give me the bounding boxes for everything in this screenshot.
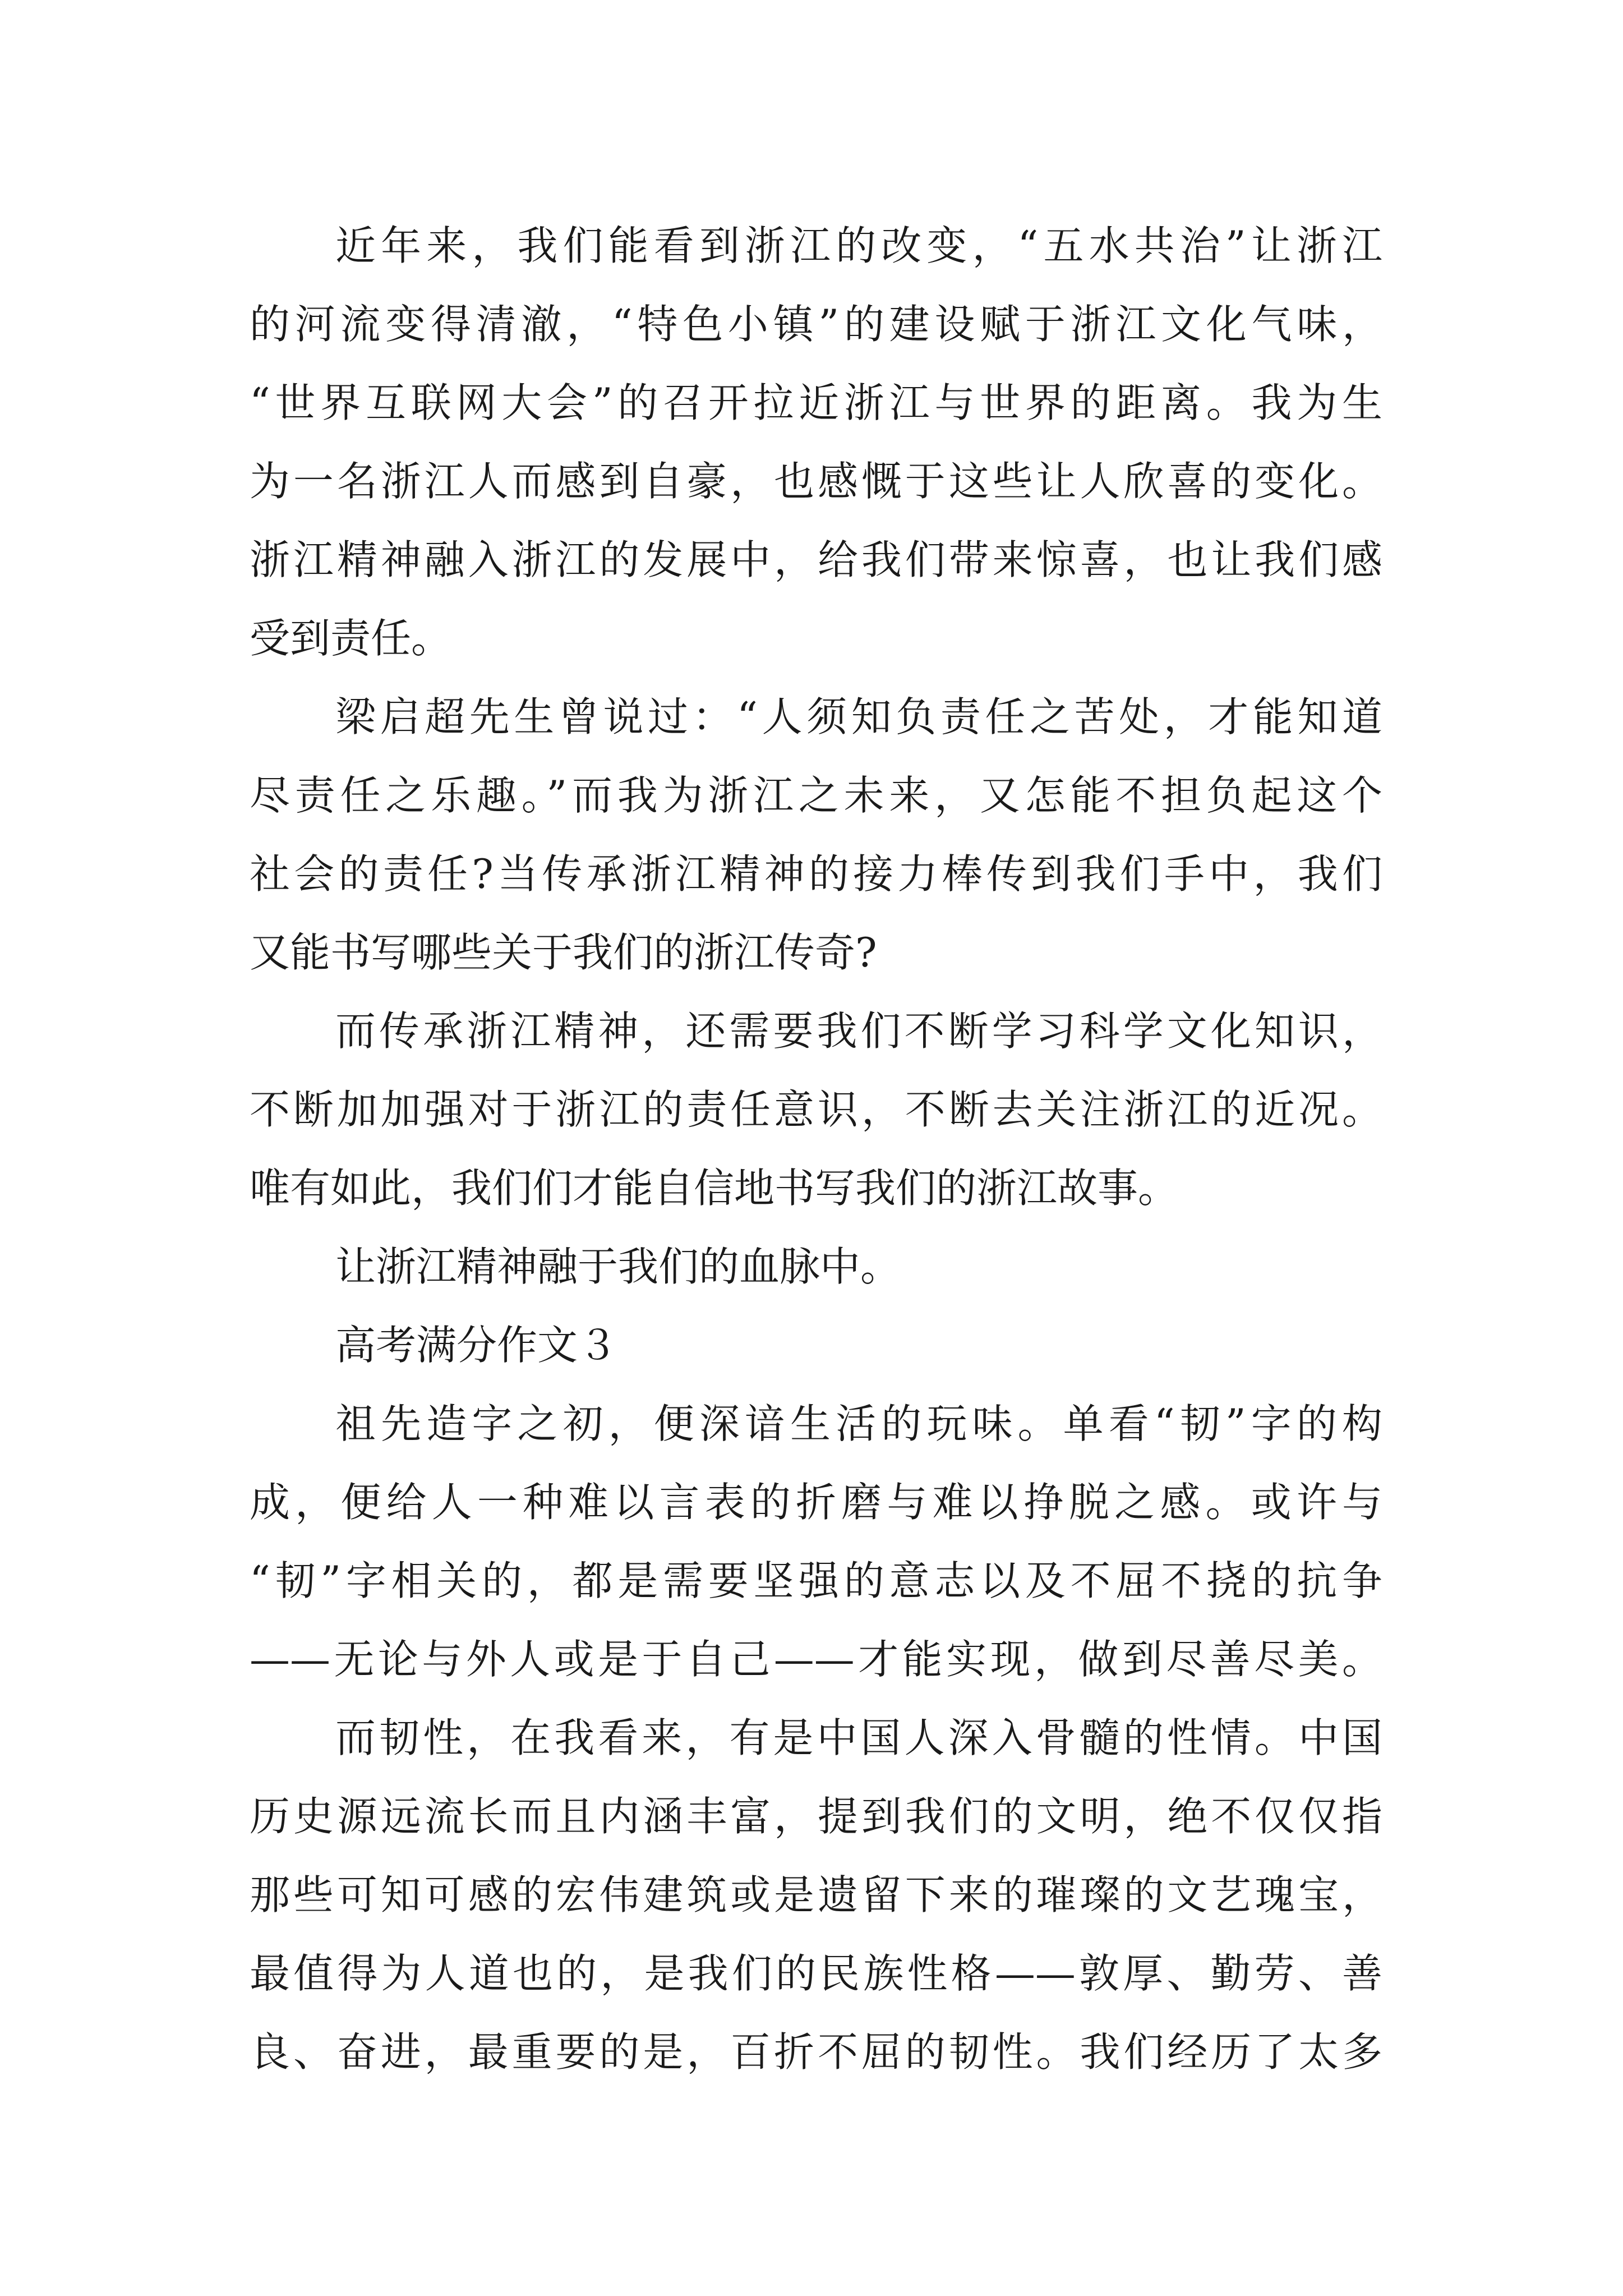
paragraph-line: 而传承浙江精神，还需要我们不断学习科学文化知识， <box>335 1007 1382 1055</box>
paragraph-line: 为一名浙江人而感到自豪，也感慨于这些让人欣喜的变化。 <box>250 458 1382 505</box>
paragraph-line: 唯有如此，我们们才能自信地书写我们的浙江故事。 <box>250 1165 1179 1212</box>
paragraph-line: 浙江精神融入浙江的发展中，给我们带来惊喜，也让我们感 <box>250 536 1382 583</box>
paragraph-line: 让浙江精神融于我们的血脉中。 <box>335 1243 901 1290</box>
paragraph-line: “韧”字相关的，都是需要坚强的意志以及不屈不挠的抗争 <box>250 1557 1382 1604</box>
paragraph-line: ——无论与外人或是于自己——才能实现，做到尽善尽美。 <box>250 1636 1382 1683</box>
paragraph-line: 尽责任之乐趣。”而我为浙江之未来，又怎能不担负起这个 <box>250 772 1382 819</box>
paragraph-line: 社会的责任?当传承浙江精神的接力棒传到我们手中，我们 <box>250 850 1382 898</box>
paragraph-line: 不断加加强对于浙江的责任意识，不断去关注浙江的近况。 <box>250 1086 1382 1133</box>
paragraph-line: 的河流变得清澈，“特色小镇”的建设赋于浙江文化气味， <box>250 301 1382 348</box>
paragraph-line: 梁启超先生曾说过：“人须知负责任之苦处，才能知道 <box>335 693 1382 740</box>
paragraph-line: 良、奋进，最重要的是，百折不屈的韧性。我们经历了太多 <box>250 2028 1382 2076</box>
paragraph-line: 最值得为人道也的，是我们的民族性格——敦厚、勤劳、善 <box>250 1950 1382 1997</box>
paragraph-line: 近年来，我们能看到浙江的改变，“五水共治”让浙江 <box>335 222 1382 269</box>
section-heading: 高考满分作文３ <box>335 1322 619 1369</box>
paragraph-line: 那些可知可感的宏伟建筑或是遗留下来的璀璨的文艺瑰宝， <box>250 1871 1382 1918</box>
paragraph-line: 而韧性，在我看来，有是中国人深入骨髓的性情。中国 <box>335 1714 1382 1761</box>
paragraph-line: 又能书写哪些关于我们的浙江传奇? <box>250 929 877 976</box>
paragraph-line: “世界互联网大会”的召开拉近浙江与世界的距离。我为生 <box>250 379 1382 426</box>
paragraph-line: 成，便给人一种难以言表的折磨与难以挣脱之感。或许与 <box>250 1479 1382 1526</box>
paragraph-line: 祖先造字之初，便深谙生活的玩味。单看“韧”字的构 <box>335 1400 1382 1447</box>
paragraph-line: 历史源远流长而且内涵丰富，提到我们的文明，绝不仅仅指 <box>250 1793 1382 1840</box>
paragraph-line: 受到责任。 <box>250 615 452 662</box>
